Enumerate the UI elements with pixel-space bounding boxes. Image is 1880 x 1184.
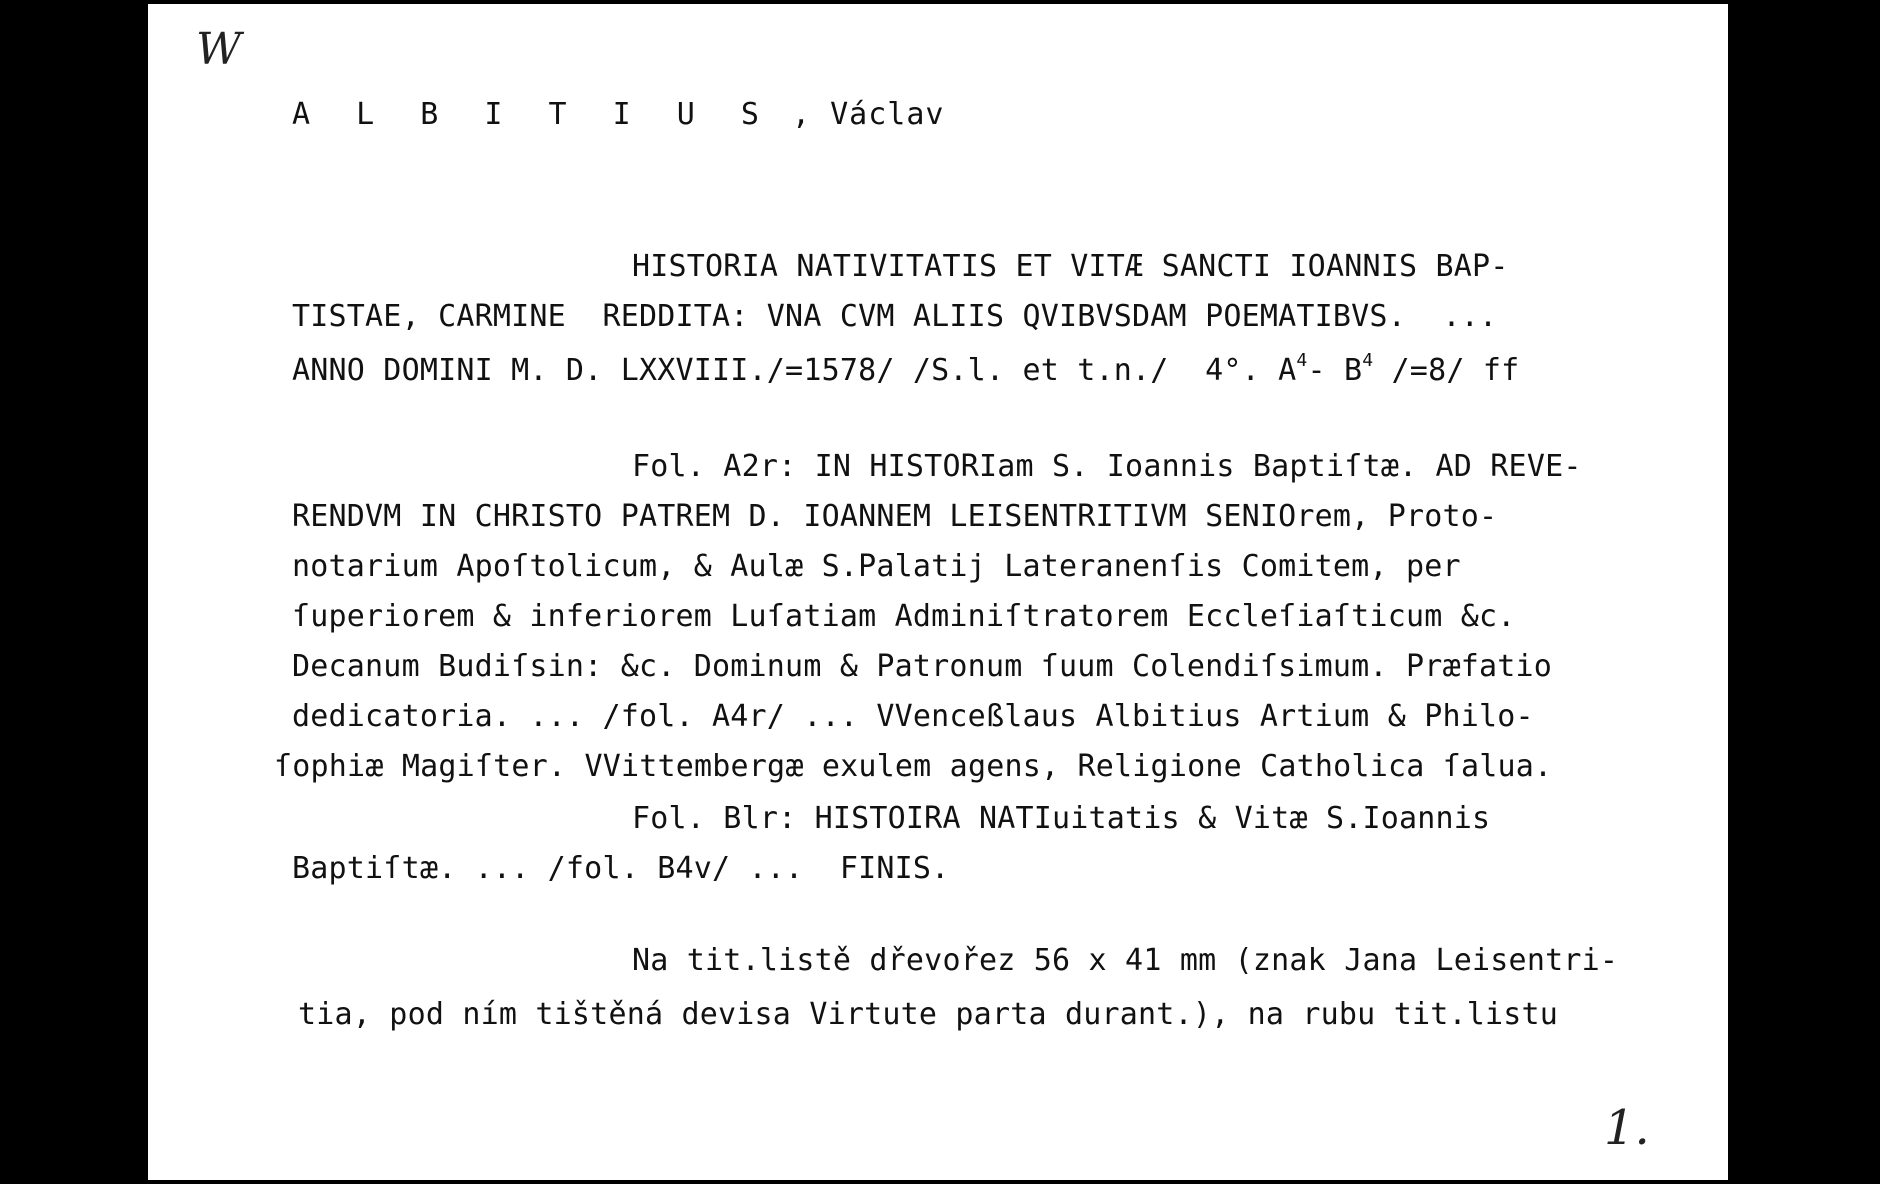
signature-superscript-1: 4	[1296, 350, 1308, 371]
contents-line-9: Baptiſtæ. ... /fol. B4v/ ... FINIS.	[292, 851, 950, 886]
author-heading	[292, 97, 945, 132]
title-line-2: TISTAE, CARMINE REDDITA: VNA CVM ALIIS QVIBVSDAM POEMATIBVS. ...	[292, 299, 1498, 334]
imprint-end: /=8/ ff	[1373, 353, 1520, 388]
contents-line-5: Decanum Budiſsin: &c. Dominum & Patronum ſuum Colendiſsimum. Præfatio	[292, 649, 1553, 684]
handwritten-mark-bottom: 1.	[1604, 1100, 1650, 1156]
author-separator: ,	[772, 97, 831, 132]
contents-line-4: ſuperiorem & inferiorem Luſatiam Adminiſtratorem Eccleſiaſticum &c.	[292, 599, 1516, 634]
author-given-name: Václav	[830, 97, 945, 132]
contents-line-7: ſophiæ Magiſter. VVittembergæ exulem agens, Religione Catholica ſalua.	[274, 749, 1553, 784]
contents-line-6: dedicatoria. ... /fol. A4r/ ... VVenceßlaus Albitius Artium & Philo-	[292, 699, 1534, 734]
imprint-dash: - B	[1307, 353, 1363, 388]
note-line-2: tia, pod ním tištěná devisa Virtute parta durant.), na rubu tit.listu	[298, 997, 1559, 1032]
signature-superscript-2: 4	[1362, 350, 1374, 371]
contents-line-8: Fol. Blr: HISTOIRA NATIuitatis & Vitæ S.Ioannis	[632, 801, 1491, 836]
author-surname: A L B I T I U S	[292, 97, 773, 132]
imprint-text: ANNO DOMINI M. D. LXXVIII./=1578/ /S.l. et t.n./ 4°. A	[292, 353, 1297, 388]
catalog-card	[148, 4, 1728, 1180]
handwritten-mark-top: W	[196, 24, 242, 75]
imprint-line	[292, 352, 1519, 386]
title-line-1: HISTORIA NATIVITATIS ET VITÆ SANCTI IOANNIS BAP-	[632, 249, 1509, 284]
note-line-1: Na tit.listě dřevořez 56 x 41 mm (znak Jana Leisentri-	[632, 943, 1619, 978]
contents-line-3: notarium Apoſtolicum, & Aulæ S.Palatij Lateranenſis Comitem, per	[292, 549, 1461, 584]
contents-line-2: RENDVM IN CHRISTO PATREM D. IOANNEM LEISENTRITIVM SENIOrem, Proto-	[292, 499, 1498, 534]
contents-line-1: Fol. A2r: IN HISTORIam S. Ioannis Baptiſtæ. AD REVE-	[632, 449, 1582, 484]
